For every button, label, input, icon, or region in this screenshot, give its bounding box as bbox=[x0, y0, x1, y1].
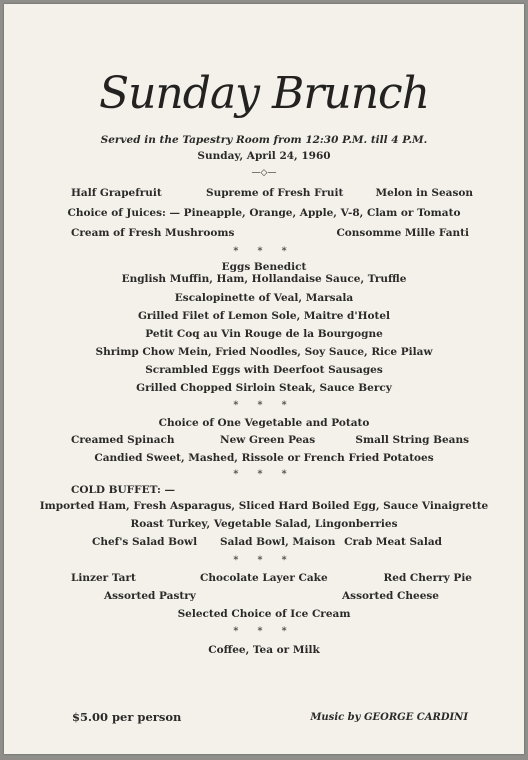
entree-item: Escalopinette of Veal, Marsala bbox=[174, 292, 354, 304]
star-separator: * * * bbox=[233, 469, 295, 480]
menu-item: Chef's Salad Bowl bbox=[92, 536, 198, 548]
desserts-row bbox=[4, 572, 524, 586]
menu-item: Salad Bowl, Maison bbox=[220, 536, 336, 548]
potatoes-line: Candied Sweet, Mashed, Rissole or French Fried Potatoes bbox=[94, 452, 434, 464]
menu-item: Cream of Fresh Mushrooms bbox=[71, 227, 235, 239]
menu-item: Assorted Pastry bbox=[104, 590, 196, 602]
menu-item: Melon in Season bbox=[375, 187, 473, 199]
cold-buffet-item: Imported Ham, Fresh Asparagus, Sliced Hard Boiled Egg, Sauce Vinaigrette bbox=[39, 500, 489, 512]
entree-item: Grilled Chopped Sirloin Steak, Sauce Bercy bbox=[136, 382, 392, 394]
menu-title: Sunday Brunch bbox=[98, 68, 430, 119]
menu-item: Small String Beans bbox=[355, 434, 469, 446]
served-info: Served in the Tapestry Room from 12:30 P.M. till 4 P.M. bbox=[100, 134, 428, 146]
star-separator: * * * bbox=[233, 400, 295, 411]
entree-item: Scrambled Eggs with Deerfoot Sausages bbox=[145, 364, 383, 376]
menu-item: Creamed Spinach bbox=[71, 434, 175, 446]
cold-buffet-item: Roast Turkey, Vegetable Salad, Lingonberries bbox=[130, 518, 398, 530]
entree-item: Eggs Benedict bbox=[221, 261, 307, 273]
beverages-line: Coffee, Tea or Milk bbox=[208, 644, 320, 656]
salads-row bbox=[4, 536, 524, 550]
star-separator: * * * bbox=[233, 246, 295, 257]
soups-row bbox=[4, 227, 524, 241]
vegetables-row bbox=[4, 434, 524, 448]
menu-item: Chocolate Layer Cake bbox=[200, 572, 328, 584]
menu-item: Assorted Cheese bbox=[342, 590, 439, 602]
menu-item: Half Grapefruit bbox=[71, 187, 162, 199]
entree-item: Petit Coq au Vin Rouge de la Bourgogne bbox=[145, 328, 383, 340]
ornament-divider: —◇— bbox=[251, 168, 277, 178]
menu-item: Linzer Tart bbox=[71, 572, 136, 584]
ice-cream-line: Selected Choice of Ice Cream bbox=[177, 608, 351, 620]
star-separator: * * * bbox=[233, 555, 295, 566]
starters-row bbox=[4, 187, 524, 201]
menu-item: Supreme of Fresh Fruit bbox=[206, 187, 344, 199]
menu-item: Red Cherry Pie bbox=[383, 572, 472, 584]
music-credit: Music by GEORGE CARDINI bbox=[310, 712, 468, 723]
menu-item: Consomme Mille Fanti bbox=[336, 227, 469, 239]
juices-line: Choice of Juices: — Pineapple, Orange, Apple, V-8, Clam or Tomato bbox=[67, 207, 461, 219]
cold-buffet-heading: COLD BUFFET: — bbox=[71, 484, 176, 496]
entree-item: English Muffin, Ham, Hollandaise Sauce, Truffle bbox=[121, 273, 407, 285]
menu-item: New Green Peas bbox=[220, 434, 316, 446]
desserts-row bbox=[4, 590, 524, 604]
star-separator: * * * bbox=[233, 626, 295, 637]
vegetable-heading: Choice of One Vegetable and Potato bbox=[158, 417, 370, 429]
menu-item: Crab Meat Salad bbox=[344, 536, 442, 548]
menu-card bbox=[4, 4, 524, 754]
entree-item: Grilled Filet of Lemon Sole, Maitre d'Hotel bbox=[137, 310, 391, 322]
price-label: $5.00 per person bbox=[72, 710, 182, 724]
entree-item: Shrimp Chow Mein, Fried Noodles, Soy Sauce, Rice Pilaw bbox=[95, 346, 433, 358]
menu-date: Sunday, April 24, 1960 bbox=[197, 150, 331, 162]
